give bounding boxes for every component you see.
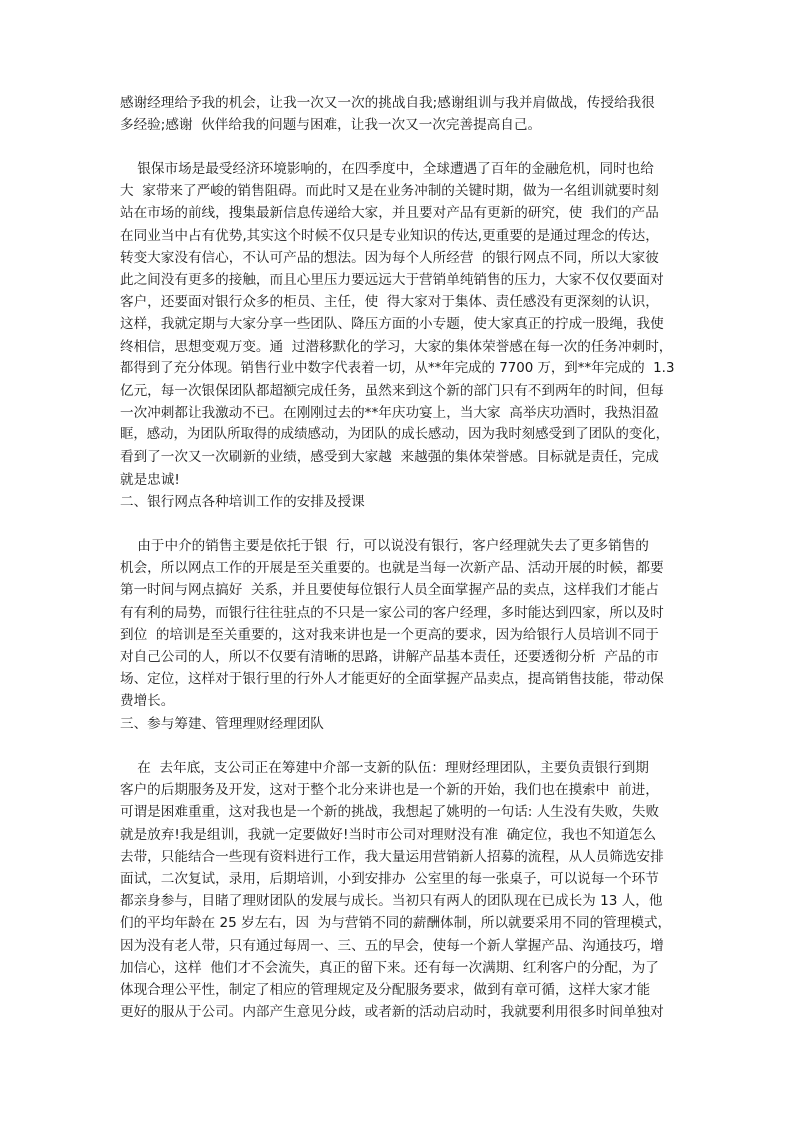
text-line: 都亲身参与，目睹了理财团队的发展与成长。当初只有两人的团队现在已成长为 13 人，他 [120,893,663,910]
text-line: 因为没有老人带，只有通过每周一、三、五的早会，使每一个新人掌握产品、沟通技巧，增 [120,937,664,954]
section-heading-team-building: 三、参与筹建、管理理财经理团队 [120,716,324,732]
text-line: 就是放弃!我是组训，我就一定要做好!当时市公司对理财没有准 确定位，我也不知道怎么 [120,826,657,843]
text-line: 此之间没有更多的接触，而且心里压力要远远大于营销单纯销售的压力，大家不仅仅要面对 [120,271,664,288]
text-line: 终相信，思想变观万变。通 过潜移默化的学习，大家的集体荣誉感在每一次的任务冲刺时， [120,338,673,355]
paragraph-thanks [120,92,676,136]
text-line: 大 家带来了严峻的销售阻碍。而此时又是在业务冲制的关键时期，做为一名组训就要时刻 [120,183,659,200]
text-line: 到位 的培训是至关重要的，这对我来讲也是一个更高的要求，因为给银行人员培训不同于 [120,626,659,643]
text-line: 场、定位，这样对于银行里的行外人才能更好的全面掌握产品卖点，提高销售技能，带动保 [120,671,664,688]
text-line: 机会，所以网点工作的开展是至关重要的。也就是当每一次新产品、活动开展的时候，都要 [120,560,664,577]
text-line: 转变大家没有信心，不认可产品的想法。因为每个人所经营 的银行网点不同，所以大家彼 [120,249,659,266]
text-line: 们的平均年龄在 25 岁左右，因 为与营销不同的薪酬体制，所以就要采用不同的管理模式， [120,915,672,932]
text-line: 感谢经理给予我的机会，让我一次又一次的挑战自我;感谢组训与我并肩做战，传授给我很 [120,95,655,111]
text-line: 一次冲刺都让我激动不已。在刚刚过去的**年庆功宴上，当大家 高举庆功酒时，我热泪盈 [120,405,659,422]
text-line: 多经验;感谢 伙伴给我的问题与困难，让我一次又一次完善提高自己。 [120,117,542,134]
text-line: 在同业当中占有优势,其实这个时候不仅只是专业知识的传达,更重要的是通过理念的传达， [120,227,659,244]
text-line: 可谓是困难重重，这对我也是一个新的挑战，我想起了姚明的一句话: 人生没有失败，失败 [120,804,660,821]
paragraph-bank-insurance-market [120,158,676,491]
text-line: 站在市场的前线，搜集最新信息传递给大家，并且要对产品有更新的研究，使 我们的产品 [120,205,659,222]
text-line: 看到了一次又一次刷新的业绩，感受到大家越 来越强的集体荣誉感。目标就是责任，完成 [120,449,659,466]
section-heading-training: 二、银行网点各种培训工作的安排及授课 [120,494,365,510]
text-line: 加信心，这样 他们才不会流失，真正的留下来。还有每一次满期、红利客户的分配，为了 [120,959,659,976]
text-line: 对自己公司的人，所以不仅要有清晰的思路，讲解产品基本责任，还要透彻分析 产品的市 [120,648,659,665]
paragraph-financial-manager-team [120,757,676,1023]
text-line: 第一时间与网点搞好 关系，并且要使每位银行人员全面掌握产品的卖点，这样我们才能占 [120,582,659,599]
text-line: 体现合理公平性，制定了相应的管理规定及分配服务要求，做到有章可循，这样大家才能 [120,981,651,998]
text-line: 有有利的局势，而银行往往驻点的不只是一家公司的客户经理，多时能达到四家，所以及时 [120,604,664,621]
text-line: 去带，只能结合一些现有资料进行工作，我大量运用营销新人招募的流程，从人员筛选安排 [120,848,664,865]
text-line: 银保市场是最受经济环境影响的，在四季度中，全球遭遇了百年的金融危机，同时也给 [120,161,654,177]
text-line: 这样，我就定期与大家分享一些团队、降压方面的小专题，使大家真正的拧成一股绳，我使 [120,316,664,333]
text-line: 在 去年底，支公司正在筹建中介部一支新的队伍：理财经理团队，主要负责银行到期 [120,760,649,776]
text-line: 就是忠诚! [120,471,180,488]
text-line: 都得到了充分体现。销售行业中数字代表着一切，从**年完成的 7700 万，到**年完成的 1.3 [120,360,675,376]
text-line: 面试，二次复试，录用，后期培训，小到安排办 公室里的每一张桌子，可以说每一个环节 [120,870,659,887]
text-line: 由于中介的销售主要是依托于银 行，可以说没有银行，客户经理就失去了更多销售的 [120,538,649,554]
text-line: 亿元，每一次银保团队都超额完成任务，虽然来到这个新的部门只有不到两年的时间，但每 [120,382,664,399]
text-line: 眶，感动，为团队所取得的成绩感动，为团队的成长感动，因为我时刻感受到了团队的变化， [120,427,670,443]
text-line: 费增长。 [120,693,175,710]
text-line: 更好的服从于公司。内部产生意见分歧，或者新的活动启动时，我就要利用很多时间单独对 [120,1004,664,1021]
text-line: 客户的后期服务及开发，这对于整个北分来讲也是一个新的开始，我们也在摸索中 前进， [120,782,659,799]
text-line: 客户，还要面对银行众多的柜员、主任，使 得大家对于集体、责任感没有更深刻的认识， [120,294,659,311]
paragraph-outlet-training [120,535,676,713]
